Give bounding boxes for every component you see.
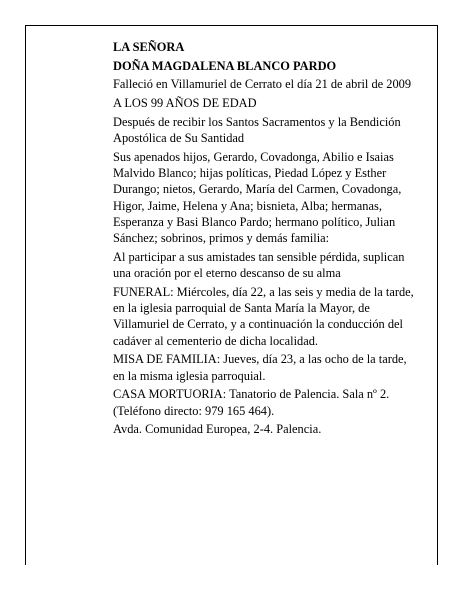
family-mass: MISA DE FAMILIA: Jueves, día 23, a las ocho de la tarde, en la misma iglesia parroquial.	[113, 352, 407, 383]
title-line-1: LA SEÑORA	[113, 40, 185, 54]
age-line: A LOS 99 AÑOS DE EDAD	[113, 96, 257, 111]
obituary-text	[113, 39, 418, 440]
deceased-name: DOÑA MAGDALENA BLANCO PARDO	[113, 58, 337, 73]
prayer-request: Al participar a sus amistades tan sensible pérdida, suplican una oración por el eterno descanso de su alma	[113, 249, 405, 281]
death-statement: Falleció en Villamuriel de Cerrato el día 21 de abril de 2009	[113, 77, 412, 92]
sacraments-line: Después de recibir los Santos Sacramentos y la Bendición Apostólica de Su Santidad	[113, 114, 401, 146]
mortuary-details: CASA MORTUORIA: Tanatorio de Palencia. Sala nº 2. (Teléfono directo: 979 165 464).	[113, 387, 390, 418]
mortuary-address: Avda. Comunidad Europea, 2-4. Palencia.	[113, 422, 322, 437]
funeral-details: FUNERAL: Miércoles, día 22, a las seis y media de la tarde, en la iglesia parroquial de Santa María la Mayor, de Villamuriel de Cerrato, y a continuación la conducción del cadáver al cementerio de dicha localidad.	[113, 284, 414, 348]
family-paragraph: Sus apenados hijos, Gerardo, Covadonga, Abilio e Isaias Malvido Blanco; hijas políticas, Piedad López y Esther Durango; nietos, Gerardo, María del Carmen, Covadonga, Higor, Jaime, Helena y Ana; bisnieta, Alba; hermanas, Esperanza y Basi Blanco Pardo; hermano político, Julian Sánchez; sobrinos, primos y demás familia:	[113, 149, 402, 246]
